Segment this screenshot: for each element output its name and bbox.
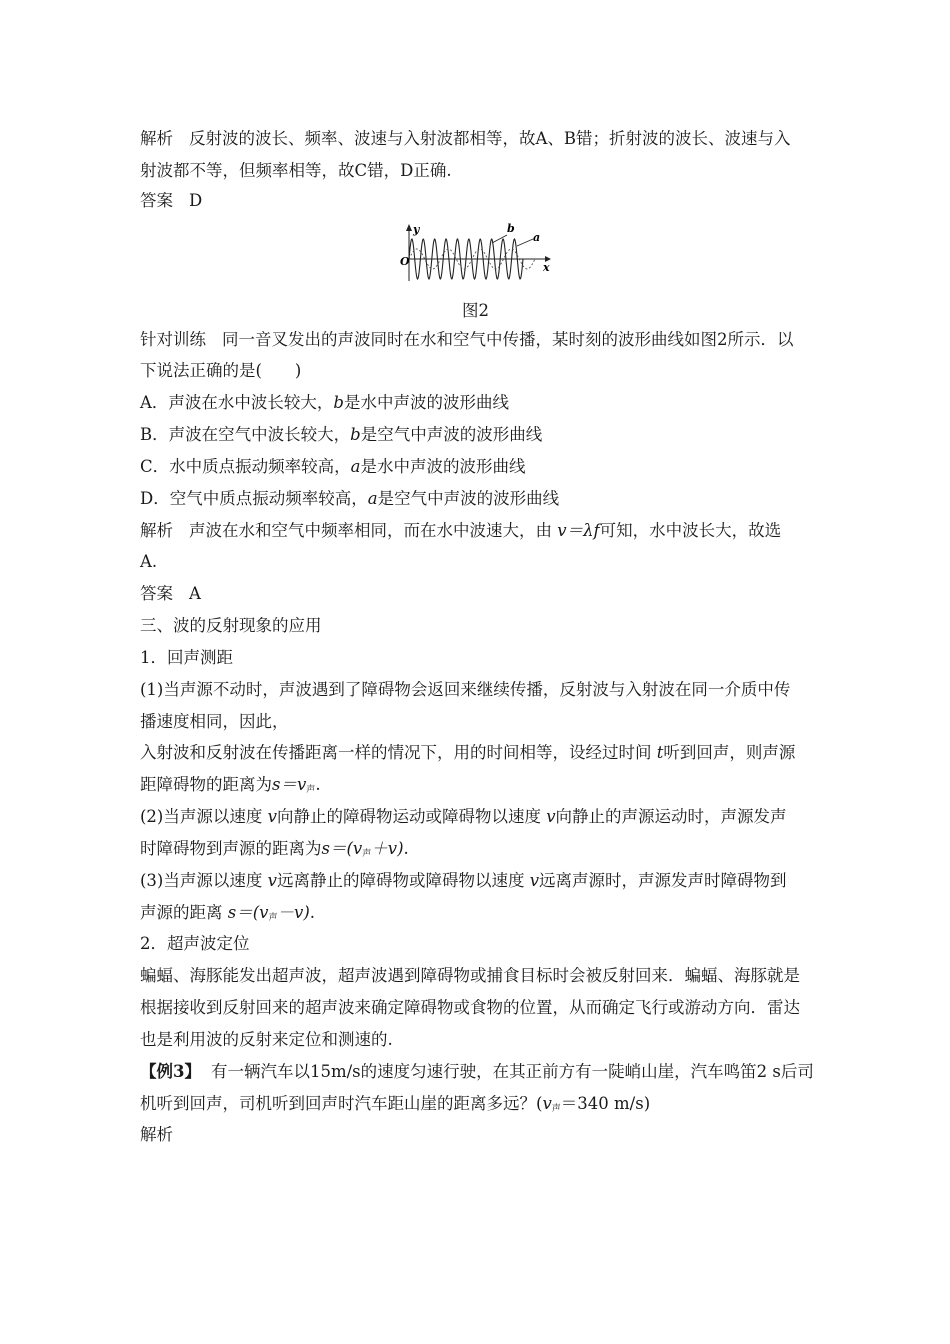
wave-formula: v＝λf	[557, 521, 600, 540]
para-2-line-2	[140, 837, 820, 866]
analysis-2-line-2: A.	[140, 552, 158, 571]
option-c	[140, 455, 820, 479]
answer-value: A	[189, 584, 201, 603]
speed-var: v	[267, 871, 277, 890]
wave-diagram	[395, 215, 555, 285]
analysis-label: 解析	[140, 129, 173, 148]
example-line-2	[140, 1092, 820, 1121]
answer-label: 答案	[140, 584, 173, 603]
label-a-pointer	[517, 239, 533, 246]
formula-distance-rest: －v)	[277, 903, 310, 922]
para-3-line-2	[140, 901, 820, 930]
speed-var: v	[267, 807, 277, 826]
subsection-echo-ranging: 1．回声测距	[140, 648, 233, 667]
example-text: 机听到回声，司机听到回声时汽车距山崖的距离多远？(	[140, 1094, 543, 1113]
option-d	[140, 487, 820, 511]
option-a-rest: 是水中声波的波形曲线	[343, 393, 509, 412]
example-analysis: 解析	[140, 1125, 173, 1144]
formula-distance: s＝v	[272, 775, 307, 794]
analysis-2-text: 声波在水和空气中频率相同，而在水中波速大，由	[189, 521, 558, 540]
period: .	[315, 775, 321, 794]
para-3-rest: 远离声源时，声源发声时障碍物到	[539, 871, 787, 890]
wave-b-curve	[409, 239, 523, 279]
example-text: 有一辆汽车以15m/s的速度匀速行驶，在其正前方有一陡峭山崖，汽车鸣笛2 s后司	[210, 1062, 814, 1081]
formula-distance: s＝(v	[227, 903, 269, 922]
wave-a-label: a	[533, 231, 541, 244]
para-2-mid: 向静止的障碍物运动或障碍物以速度	[276, 807, 547, 826]
section-heading: 三、波的反射现象的应用	[140, 616, 322, 635]
analysis-label: 解析	[140, 521, 173, 540]
formula-subscript: 声	[551, 1104, 561, 1114]
para-2-rest: 向静止的声源运动时，声源发声	[555, 807, 787, 826]
practice-text: 同一音叉发出的声波同时在水和空气中传播，某时刻的波形曲线如图2所示．以	[222, 330, 794, 349]
formula-subscript: 声	[306, 785, 316, 795]
practice-line-1	[140, 328, 820, 352]
period: .	[403, 839, 409, 858]
answer-2	[140, 582, 820, 606]
para-2-text: (2)当声源以速度	[140, 807, 268, 826]
formula-distance-rest: ＋v)	[371, 839, 404, 858]
option-a-var: b	[333, 393, 344, 412]
para-3-mid: 远离静止的障碍物或障碍物以速度	[276, 871, 530, 890]
speed-var: v	[529, 871, 540, 890]
option-c-var: a	[350, 457, 361, 476]
example-label: 【例3】	[140, 1062, 201, 1081]
time-var: t	[656, 743, 664, 762]
para-3-text: 声源的距离	[140, 903, 228, 922]
example-rest: ＝340 m/s)	[560, 1094, 651, 1113]
para-2-line-1	[140, 805, 820, 829]
figure-caption: 图2	[462, 301, 489, 320]
para-1-line-3	[140, 741, 820, 765]
option-d-var: a	[367, 489, 378, 508]
option-d-text: D．空气中质点振动频率较高，	[140, 489, 368, 508]
analysis-1-line-1	[140, 127, 820, 151]
formula-distance: s＝(v	[321, 839, 363, 858]
option-a	[140, 391, 820, 415]
option-b	[140, 423, 820, 447]
para-2-text: 时障碍物到声源的距离为	[140, 839, 322, 858]
practice-line-2: 下说法正确的是( )	[140, 361, 302, 380]
option-b-var: b	[350, 425, 361, 444]
analysis-2-rest: 可知，水中波长大，故选	[599, 521, 782, 540]
para-1-text: 入射波和反射波在传播距离一样的情况下，用的时间相等，设经过时间	[140, 743, 657, 762]
para-3-text: (3)当声源以速度	[140, 871, 268, 890]
option-c-text: C．水中质点振动频率较高，	[140, 457, 351, 476]
para-1-line-1: (1)当声源不动时，声波遇到了障碍物会返回来继续传播，反射波与入射波在同一介质中传	[140, 680, 791, 699]
para-1-line-2: 播速度相同，因此，	[140, 712, 289, 731]
answer-label: 答案	[140, 191, 173, 210]
origin-label: O	[400, 255, 410, 268]
subsection-ultrasonic: 2．超声波定位	[140, 934, 250, 953]
speed-var: v	[542, 1094, 552, 1113]
option-a-text: A．声波在水中波长较大，	[140, 393, 334, 412]
example-line-1	[140, 1060, 820, 1084]
option-c-rest: 是水中声波的波形曲线	[360, 457, 526, 476]
analysis-1-line-2: 射波都不等，但频率相等，故C错，D正确.	[140, 161, 452, 180]
option-d-rest: 是空气中声波的波形曲线	[377, 489, 560, 508]
practice-label: 针对训练	[140, 330, 206, 349]
para-1-rest: 听到回声，则声源	[663, 743, 796, 762]
ultrasonic-line-1: 蝙蝠、海豚能发出超声波，超声波遇到障碍物或捕食目标时会被反射回来．蝙蝠、海豚就是	[140, 966, 800, 985]
analysis-text: 反射波的波长、频率、波速与入射波都相等，故A、B错；折射波的波长、波速与入	[189, 129, 791, 148]
wave-figure	[395, 215, 555, 285]
formula-subscript: 声	[362, 849, 372, 859]
speed-var: v	[546, 807, 556, 826]
para-1-text: 距障碍物的距离为	[140, 775, 272, 794]
x-axis-label: x	[543, 261, 550, 274]
period: .	[309, 903, 316, 922]
answer-value: D	[189, 191, 203, 210]
wave-b-label: b	[507, 222, 515, 235]
formula-subscript: 声	[268, 913, 278, 923]
para-1-line-4	[140, 773, 820, 802]
analysis-2-line-1	[140, 519, 820, 543]
para-3-line-1	[140, 869, 820, 893]
ultrasonic-line-3: 也是利用波的反射来定位和测速的.	[140, 1030, 393, 1049]
option-b-rest: 是空气中声波的波形曲线	[360, 425, 543, 444]
ultrasonic-line-2: 根据接收到反射回来的超声波来确定障碍物或食物的位置，从而确定飞行或游动方向．雷达	[140, 998, 800, 1017]
y-axis-arrow-icon	[406, 224, 412, 231]
label-b-pointer	[492, 235, 507, 243]
y-axis-label: y	[413, 223, 420, 236]
option-b-text: B．声波在空气中波长较大，	[140, 425, 351, 444]
answer-1	[140, 189, 820, 213]
